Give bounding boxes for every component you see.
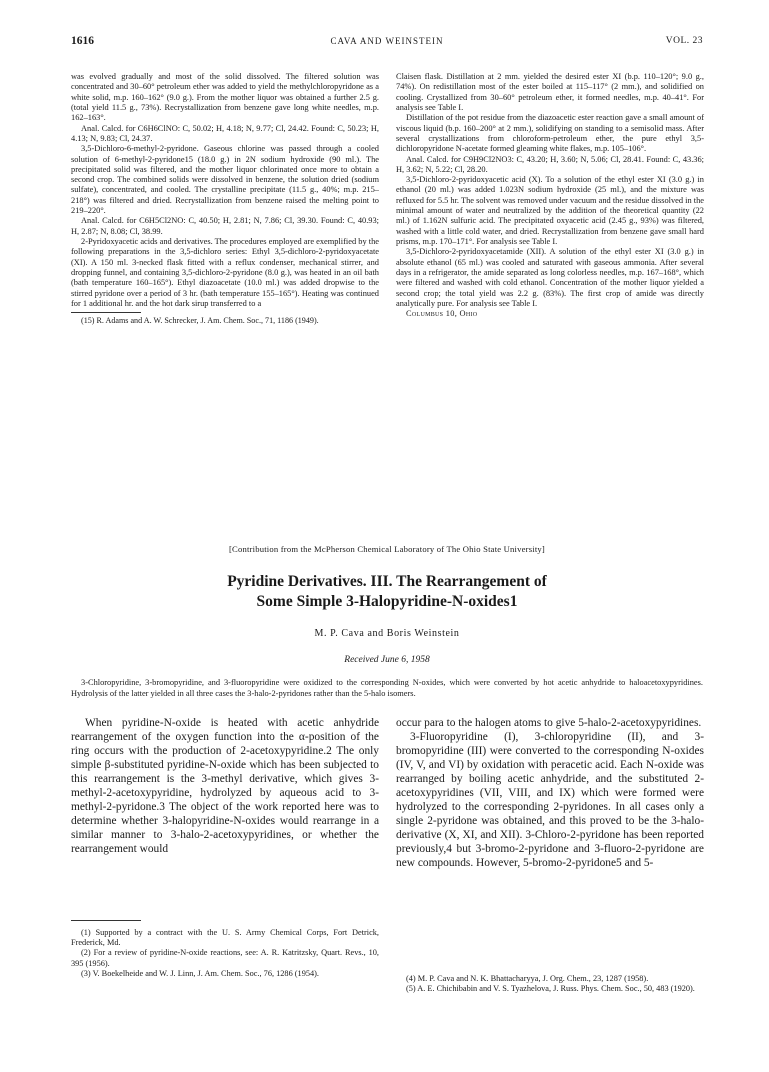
paragraph: was evolved gradually and most of the solid dissolved. The filtered solution was concentrated and 30–60° petroleum ether was added to yield the methylchloropyridone as a white solid, m.p. 160–162° (9.0 g.). From the mother liquor was obtained a further 2.5 g. (total yield 11.5 g., 73%). Recrystallization from benzene gave long white needles, m.p. 162–163°. [71, 72, 379, 123]
location-line: Columbus 10, Ohio [406, 309, 478, 319]
footnotes-right [396, 974, 704, 994]
paragraph: Claisen flask. Distillation at 2 mm. yielded the desired ester XI (b.p. 110–120°; 9.0 g., 74%). On redistillation most of the ester boiled at 115–117° (2 mm.), and solidified on cooling. Crystallized from 30–60° petroleum ether, it formed needles, m.p. 40–41°. For analysis see Table I. [396, 72, 704, 112]
body-right-column [396, 716, 704, 871]
contribution-line: [Contribution from the McPherson Chemical Laboratory of The Ohio State University] [228, 544, 545, 554]
continued-left-column [71, 72, 379, 326]
paragraph: Anal. Calcd. for C6H6ClNO: C, 50.02; H, 4.18; N, 9.77; Cl, 24.42. Found: C, 50.23; H, 4.13; N, 9.83; Cl, 24.37. [71, 123, 379, 143]
received-date: Received June 6, 1958 [344, 655, 430, 665]
title-line: Some Simple 3-Halopyridine-N-oxides1 [256, 593, 518, 610]
volume-label: VOL. 23 [665, 36, 703, 46]
authors: M. P. Cava and Boris Weinstein [314, 628, 460, 639]
footnote-divider [71, 312, 141, 313]
footnote: (5) A. E. Chichibabin and V. S. Tyazhelova, J. Russ. Phys. Chem. Soc., 50, 483 (1920). [406, 984, 695, 994]
continued-right-column [396, 72, 704, 320]
paragraph: 3,5-Dichloro-2-pyridoxyacetic acid (X). To a solution of the ethyl ester XI (3.0 g.) in ethanol (20 ml.) was added 1.023N sodium hydroxide (25 ml.), and the mixture was refluxed for 5.5 hr. The solvent was removed under vacuum and the residue dissolved in the minimal amount of water and neutralized by the addition of the theoretical quantity (22 ml.) of 1.162N sulfuric acid. The precipitated oxyacetic acid (2.45 g., 93%) was filtered, washed with a little cold water, and dried. Recrystallization from benzene gave small hard prisms, m.p. 170–171°. For analysis see Table I. [396, 175, 705, 246]
article-title [71, 572, 703, 612]
footnotes-left [71, 928, 379, 979]
footnote: (3) V. Boekelheide and W. J. Linn, J. Am. Chem. Soc., 76, 1286 (1954). [81, 968, 319, 978]
paragraph: 3,5-Dichloro-6-methyl-2-pyridone. Gaseous chlorine was passed through a cooled solution of 6-methyl-2-pyridone15 (18.0 g.) in 2N sodium hydroxide (90 ml.). The precipitated solid was filtered, and the mother liquor chlorinated once more to obtain a second crop. The combined solids were dissolved in benzene, the solution dried (sodium sulfate), concentrated, and cooled. The crystalline precipitate (11.5 g., 40%; m.p. 215–218°) was filtered and dried. Recrystallization from benzene raised the melting point to 219–220°. [71, 144, 379, 216]
paragraph: 3,5-Dichloro-2-pyridoxyacetamide (XII). A solution of the ethyl ester XI (3.0 g.) in absolute ethanol (65 ml.) was cooled and saturated with gaseous ammonia. After several days in a refrigerator, the amide separated as long colorless needles, m.p. 167–168°, which were filtered and washed with cold ethanol. Concentration of the mother liquor yielded a second crop; the total yield was 2.2 g. (83%). The first crop of amide was directly analytically pure. For analysis see Table I. [396, 247, 704, 308]
abstract [71, 678, 703, 699]
abstract-text: 3-Chloropyridine, 3-bromopyridine, and 3-fluoropyridine were oxidized to the corresponding N-oxides, which were converted by hot acetic anhydride to haloacetoxypyridines. Hydrolysis of the latter yielded in all three cases the 3-halo-2-pyridones rather than the 5-halo isomers. [71, 678, 703, 698]
footnote: (15) R. Adams and A. W. Schrecker, J. Am. Chem. Soc., 71, 1186 (1949). [81, 316, 319, 326]
footnote: (4) M. P. Cava and N. K. Bhattacharyya, J. Org. Chem., 23, 1287 (1958). [406, 974, 649, 983]
paragraph: occur para to the halogen atoms to give 5-halo-2-acetoxypyridines. [396, 717, 702, 729]
paragraph: Anal. Calcd. for C6H5Cl2NO: C, 40.50; H, 2.81; N, 7.86; Cl, 39.30. Found: C, 40.93; H, 2.87; N, 8.08; Cl, 38.99. [71, 216, 379, 236]
running-title: CAVA AND WEINSTEIN [330, 36, 444, 46]
footnote: (2) For a review of pyridine-N-oxide reactions, see: A. R. Katritzsky, Quart. Revs., 10, 395 (1956). [71, 948, 379, 968]
paragraph: 2-Pyridoxyacetic acids and derivatives. The procedures employed are exemplified by the following preparations in the 3,5-dichloro series: Ethyl 3,5-dichloro-2-pyridoxyacetate (XI). A 150 ml. 3-necked flask fitted with a reflux condenser, mechanical stirrer, and dropping funnel, and containing 3,5-dichloro-2-pyridone (8.0 g.), was heated in an oil bath (bath temperature 160–165°). Ethyl diazoacetate (10.0 ml.) was added dropwise to the stirred pyridone over a period of 3 hr. (bath temperature 155–165°). Heating was continued for 1 additional hr. and the hot dark sirup transferred to a [71, 237, 379, 308]
body-left-column [71, 716, 379, 856]
paragraph: When pyridine-N-oxide is heated with acetic anhydride rearrangement of the oxygen function into the α-position of the ring occurs with the production of 2-acetoxypyridine.2 The only simple β-substituted pyridine-N-oxide which has been subjected to this rearrangement is the 3-methyl derivative, which gives 3-methyl-2-acetoxypyridine, hydrolyzed by aqueous acid to 3-methyl-2-pyridone.3 The object of the work reported here was to determine whether 3-halopyridine-N-oxides would rearrange in a similar manner to 3-halo-2-acetoxypyridines, or whether the rearrangement would [71, 717, 379, 856]
footnote: (1) Supported by a contract with the U. S. Army Chemical Corps, Fort Detrick, Frederick, Md. [71, 928, 379, 948]
page-number: 1616 [71, 35, 94, 47]
paragraph: Anal. Calcd. for C9H9Cl2NO3: C, 43.20; H, 3.60; N, 5.06; Cl, 28.41. Found: C, 43.36; H, 3.62; N, 5.22; Cl, 28.20. [396, 154, 704, 174]
paragraph: Distillation of the pot residue from the diazoacetic ester reaction gave a small amount of viscous liquid (b.p. 160–200° at 2 mm.), solidifying on standing to a semisolid mass. After several crystallizations from chloroform-petroleum ether, the pure ethyl 3,5-dichloropyridone N-acetate formed gleaming white flakes, m.p. 105–106°. [396, 113, 704, 154]
page-header [71, 35, 703, 51]
paragraph: 3-Fluoropyridine (I), 3-chloropyridine (II), and 3-bromopyridine (III) were converted to the corresponding N-oxides (IV, V, and VI) by oxidation with peracetic acid. Each N-oxide was rearranged by boiling acetic anhydride, and the substituted 2-acetoxypyridines (VII, VIII, and IX) which were formed were hydrolyzed to the corresponding 2-pyridones. In all cases only a single 2-pyridone was obtained, and this proved to be the 3-halo-derivative (X, XI, and XII). 3-Chloro-2-pyridone has been reported previously,4 but 3-bromo-2-pyridone and 3-fluoro-2-pyridone are new compounds. However, 5-bromo-2-pyridone5 and 5- [396, 731, 704, 870]
footnote-divider [71, 920, 141, 921]
title-line: Pyridine Derivatives. III. The Rearrangement of [227, 573, 547, 590]
